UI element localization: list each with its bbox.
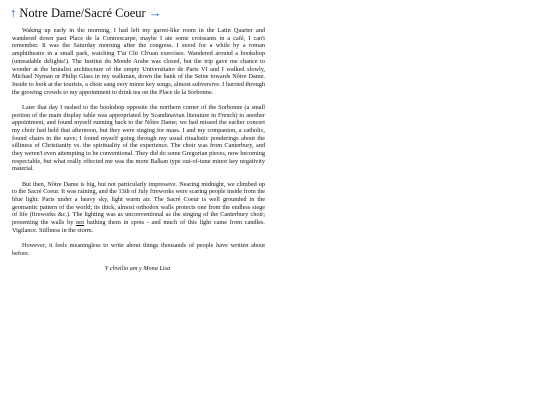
page-header <box>10 5 265 21</box>
paragraph-2: Later that day I rushed to the bookshop opposite the northern corner of the Sorbonne (a small portion of the main display table was appropriated by Scandinavian literature in French) to another appointment, and found myself running back to the Nôtre Dame; we had missed the earlier concert my choir had held that afternoon, but they were singing for mass. I and my companion, a catholic, found chairs in the nave; I found myself going through my usual ritualistic ponderings about the silliness of Christianity vs. the spirituality of the experience. The choir was from Canterbury, and they weren't even attempting to be conventional. They did do some Gregorian pieces, now becoming respectable, but what really effected me was the more Balkan type out-of-tune minor key negativity material. <box>12 103 265 173</box>
paragraph-3 <box>10 181 265 235</box>
paragraph-4: However, it feels meaningless to write about things thousands of people have written about before. <box>12 242 265 257</box>
paragraph-3-part-1: But then, Nôtre Dame is big, but not particularly impressive. Nearing midnight, we climbed up to the Sacré Coeur. It was raining, and the 13th of July fireworks were scaring people inside from the blue light: Paris under a heavy sky, light warm air. The Sacré Coeur is well grounded in the geomantic pattern of the world; its thick, almost orthodox walls protects one from the endless siege of life (fireworks &c.). The lighting was as unconventional as the singing of the Canterbury choir; presenting the walls by <box>12 180 265 227</box>
underlined-word: not <box>76 219 85 227</box>
next-arrow-icon[interactable]: → <box>148 6 162 20</box>
page-title: Notre Dame/Sacré Coeur <box>19 6 146 20</box>
paragraph-1: Waking up early in the morning, I had left my garret-like room in the Latin Quarter and wandered down past Place de la Contrescarpe, maybe I ate some croissants in a café, I can't remember. It was the Saturday morning after the congress. I stood for a while by a roman amphitheatre in a small park, watching T'ai Chi Ch'uan exercises. Wandered around a bookshop (unreadable delights!). The Institut du Monde Arabe was closed, but the trip gave me chance to wonder at the brutalist architecture of the empty Universitaire de Paris VI and I walked slowly, Michael Nyman or Philip Glass in my walkman, down the bank of the Seine towards Nôtre Dame. Inside to look at the tourists, a choir sang eery minor key songs, almost subversive. I hurried through the growing crowds to my appointment to drink tea on the Place de la Sorbonne. <box>12 27 265 96</box>
up-arrow-icon[interactable]: ↑ <box>10 6 17 20</box>
document-page <box>10 5 265 273</box>
paragraph-3-part-2: bathing them in spots - and much of this light came from candles. Vigilance. Stillness in the storm. <box>12 219 265 234</box>
signature-line: Y chwilio am y Mona Lisa <box>104 264 171 272</box>
